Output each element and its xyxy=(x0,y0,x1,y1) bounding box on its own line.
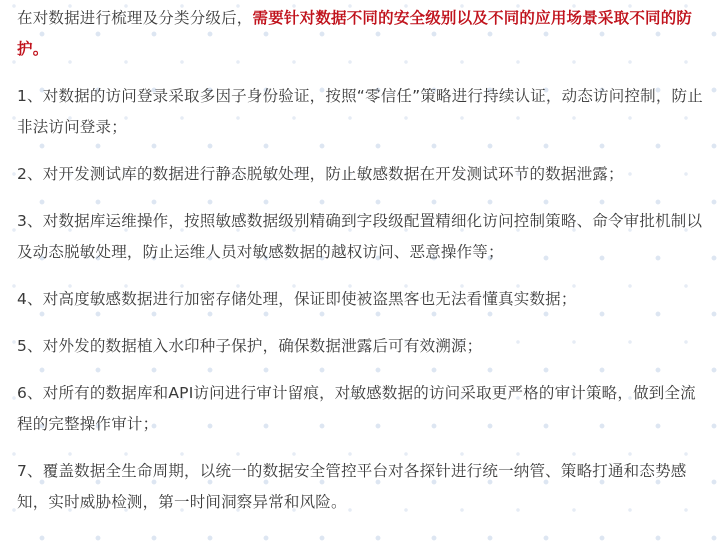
list-item-4: 4、对高度敏感数据进行加密存储处理，保证即使被盗黑客也无法看懂真实数据； xyxy=(17,290,577,308)
list-item-6: 6、对所有的数据库和API访问进行审计留痕，对敏感数据的访问采取更严格的审计策略，做到全流程的完整操作审计； xyxy=(17,384,696,433)
list-item-7: 7、覆盖数据全生命周期，以统一的数据安全管控平台对各探针进行统一纳管、策略打通和态势感知，实时威胁检测，第一时间洞察异常和风险。 xyxy=(17,462,687,511)
intro-paragraph xyxy=(17,3,705,65)
intro-text: 在对数据进行梳理及分类分级后， xyxy=(17,9,253,27)
list-item-5: 5、对外发的数据植入水印种子保护，确保数据泄露后可有效溯源； xyxy=(17,337,483,355)
list-item-2: 2、对开发测试库的数据进行静态脱敏处理，防止敏感数据在开发测试环节的数据泄露； xyxy=(17,165,624,183)
list-item-1: 1、对数据的访问登录采取多因子身份验证，按照“零信任”策略进行持续认证，动态访问控制，防止非法访问登录； xyxy=(17,87,703,136)
article-body xyxy=(17,3,705,534)
intro-highlight: 需要针对数据不同的安全级别以及不同的应用场景采取不同的防护。 xyxy=(17,9,693,58)
list-item-3: 3、对数据库运维操作，按照敏感数据级别精确到字段级配置精细化访问控制策略、命令审批机制以及动态脱敏处理，防止运维人员对敏感数据的越权访问、恶意操作等； xyxy=(17,212,703,261)
